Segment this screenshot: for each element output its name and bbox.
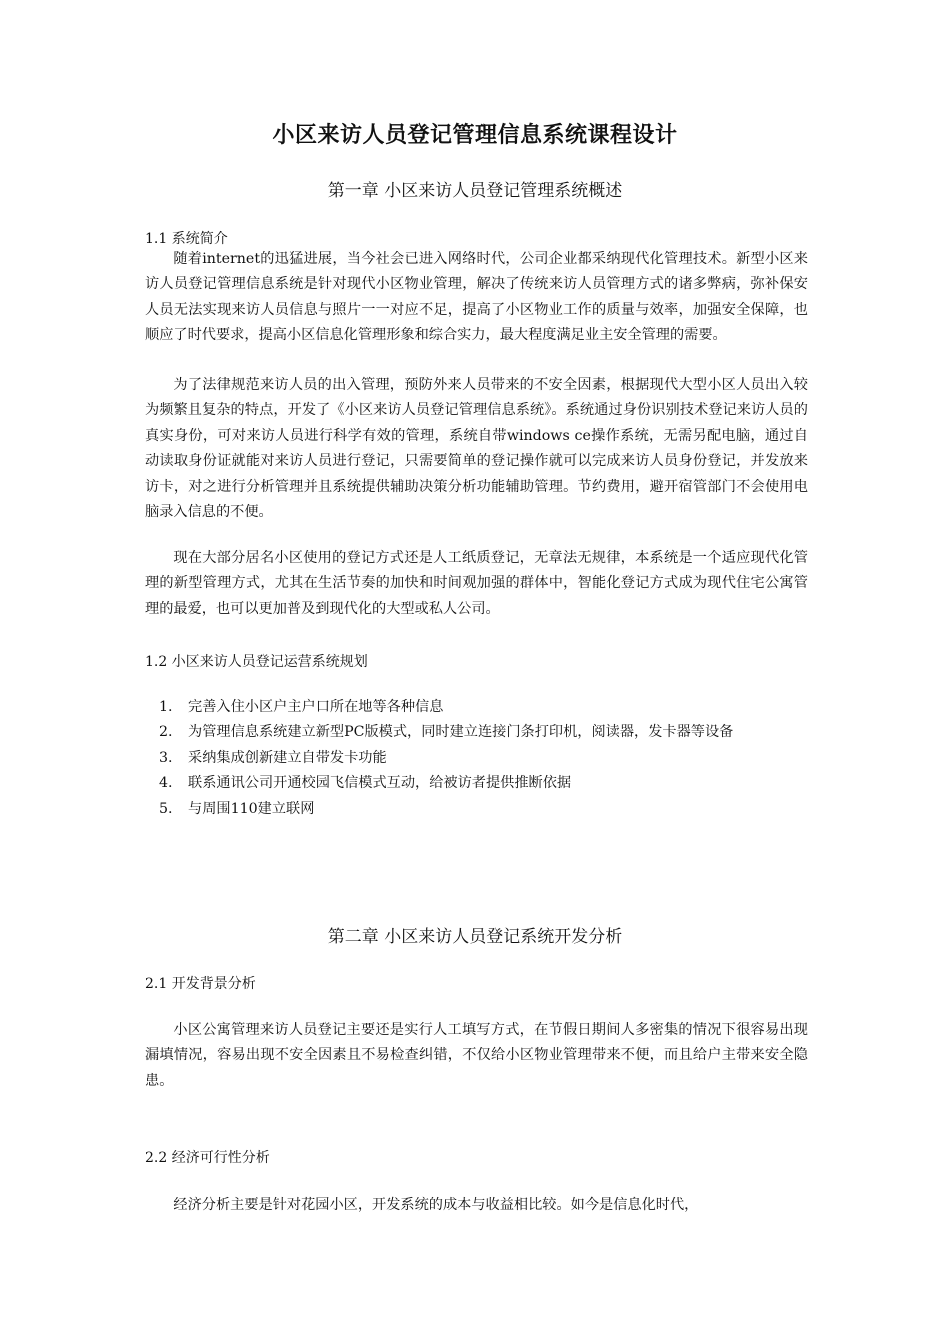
section-1-1-paragraph-2: 为了法律规范来访人员的出入管理，预防外来人员带来的不安全因素，根据现代大型小区人员出入较为频繁且复杂的特点，开发了《小区来访人员登记管理信息系统》。系统通过身份识别技术登记来访人员的真实身份，可对来访人员进行科学有效的管理，系统自带windows ce操作系统，无需另配电脑，通过自动读取身份证就能对来访人员进行登记，只需要简单的登记操作就可以完成来访人员身份登记，并发放来访卡，对之进行分析管理并且系统提供辅助决策分析功能辅助管理。节约费用，避开宿管部门不会使用电脑录入信息的不便。 <box>145 377 808 521</box>
section-1-1-paragraph-1: 随着internet的迅猛进展，当今社会已进入网络时代，公司企业都采纳现代化管理技术。新型小区来访人员登记管理信息系统是针对现代小区物业管理，解决了传统来访人员管理方式的诸多弊病，弥补保安人员无法实现来访人员信息与照片一一对应不足，提高了小区物业工作的质量与效率，加强安全保障，也顺应了时代要求，提高小区信息化管理形象和综合实力，最大程度满足业主安全管理的需要。 <box>145 251 808 344</box>
list-item-number: 3. <box>159 749 173 766</box>
list-item-text: 完善入住小区户主户口所在地等各种信息 <box>188 699 444 715</box>
chapter-2-heading: 第二章 小区来访人员登记系统开发分析 <box>327 927 623 947</box>
list-item-number: 1. <box>159 699 173 715</box>
list-item <box>145 797 808 822</box>
list-item-text: 采纳集成创新建立自带发卡功能 <box>188 749 387 766</box>
section-2-1-heading: 2.1 开发背景分析 <box>145 976 256 992</box>
list-item <box>145 771 808 796</box>
document-title: 小区来访人员登记管理信息系统课程设计 <box>272 123 678 148</box>
chapter-1-heading: 第一章 小区来访人员登记管理系统概述 <box>327 181 623 201</box>
list-item-text: 联系通讯公司开通校园飞信模式互动，给被访者提供推断依据 <box>188 775 572 792</box>
list-item <box>145 720 808 745</box>
section-1-1-heading: 1.1 系统简介 <box>145 231 228 247</box>
section-2-2-heading: 2.2 经济可行性分析 <box>145 1150 270 1166</box>
section-2-1-paragraph: 小区公寓管理来访人员登记主要还是实行人工填写方式，在节假日期间人多密集的情况下很容易出现漏填情况，容易出现不安全因素且不易检查纠错，不仅给小区物业管理带来不便，而且给户主带来安全隐患。 <box>145 1022 808 1089</box>
section-1-2-heading: 1.2 小区来访人员登记运营系统规划 <box>145 654 368 670</box>
list-item <box>145 746 808 771</box>
section-1-1-paragraph-3: 现在大部分居名小区使用的登记方式还是人工纸质登记，无章法无规律，本系统是一个适应现代化管理的新型管理方式，尤其在生活节奏的加快和时间观加强的群体中，智能化登记方式成为现代住宅公寓管理的最爱，也可以更加普及到现代化的大型或私人公司。 <box>145 550 808 617</box>
list-item-number: 5. <box>159 800 173 817</box>
list-item-text: 为管理信息系统建立新型PC版模式，同时建立连接门条打印机，阅读器，发卡器等设备 <box>188 724 734 741</box>
list-item-number: 4. <box>159 775 173 792</box>
section-2-2-paragraph: 经济分析主要是针对花园小区，开发系统的成本与收益相比较。如今是信息化时代， <box>173 1197 699 1213</box>
list-item-number: 2. <box>159 724 173 741</box>
planning-list <box>145 695 808 822</box>
list-item-text: 与周围110建立联网 <box>188 800 315 817</box>
list-item <box>145 695 808 720</box>
